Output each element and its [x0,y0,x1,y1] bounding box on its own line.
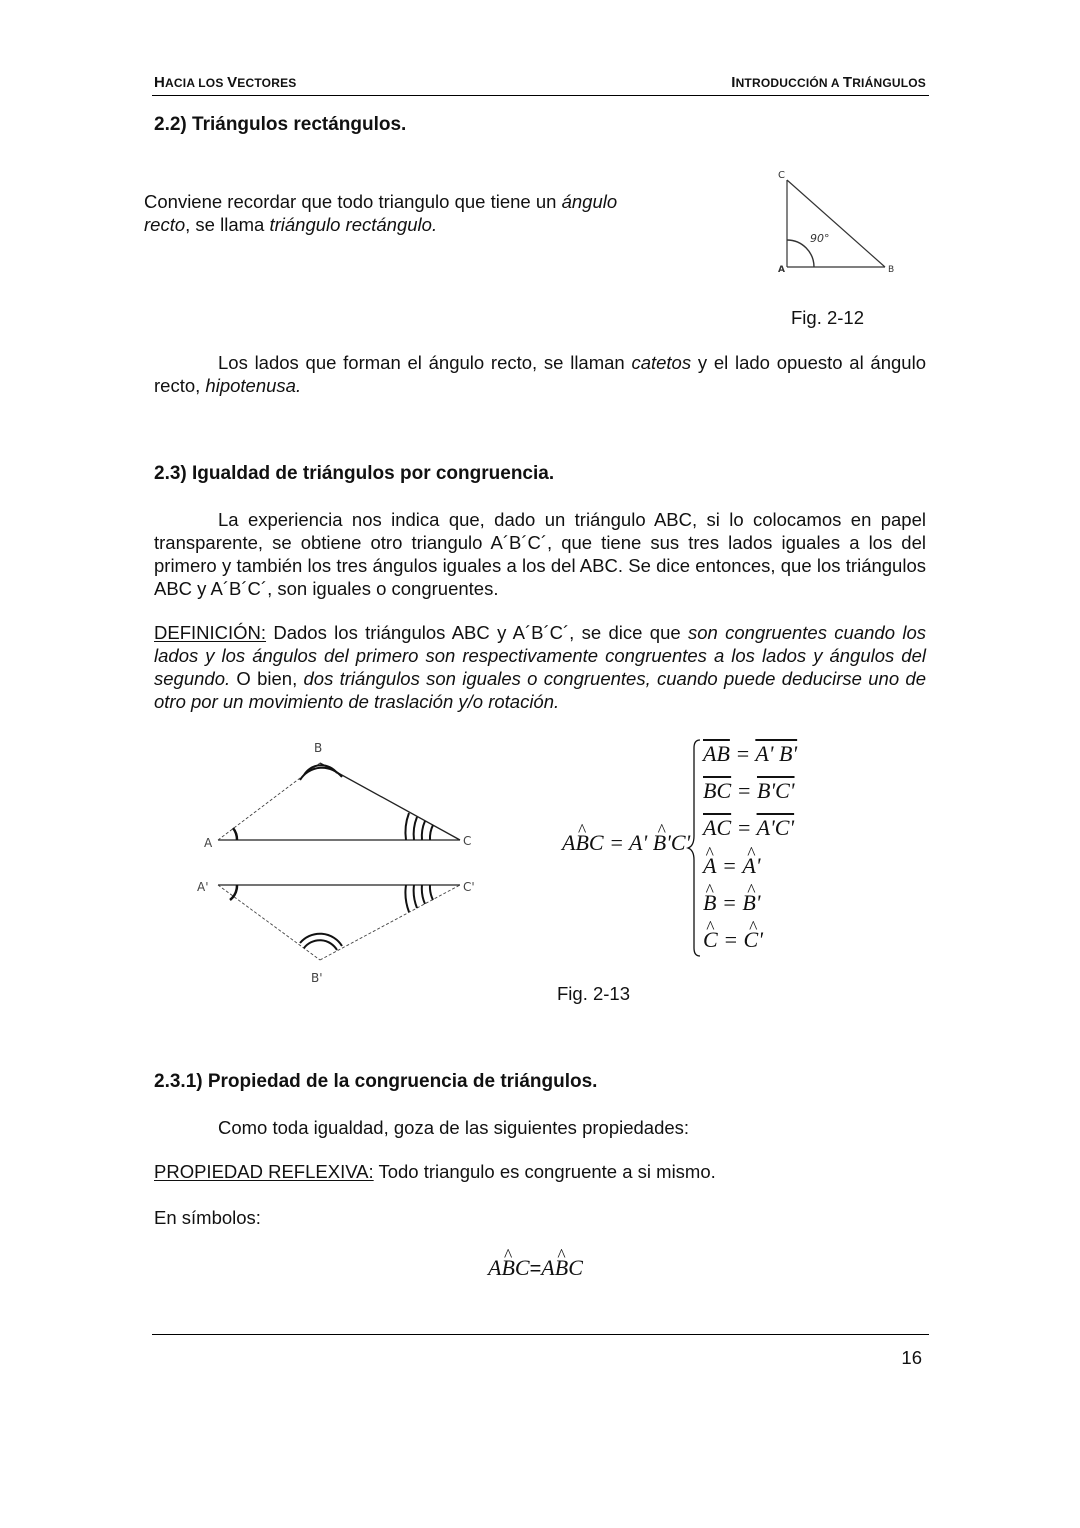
page-number: 16 [901,1347,922,1368]
congruence-lhs: A^ BC = A' ^ B'C' [562,830,690,856]
definition-paragraph: DEFINICIÓN: Dados los triángulos ABC y A´B´C´, se dice que son congruentes cuando los lados y los ángulos del primero son respectivamente congruentes a los lados y ángulos del segundo. O bien, dos triángulos son iguales o congruentes, cuando puede deducirse uno de otro por un movimiento de traslación y/o rotación. [154,622,926,712]
label-a: A [778,265,785,275]
fig-caption-2-12: Fig. 2-12 [791,307,865,328]
label-b-prime: B' [311,971,323,985]
reflexive-property: PROPIEDAD REFLEXIVA: Todo triangulo es congruente a si mismo. [154,1161,716,1182]
triangle-a2b2c2 [218,885,460,960]
eq-angle-c: ^ C = ^ C' [703,927,763,953]
hypotenuse-cb [787,180,885,267]
symbols-label: En símbolos: [154,1207,261,1228]
eq-bc: $\overline{BC} = B'C'$ [703,778,795,803]
label-c: C [778,170,785,181]
header-right: INTRODUCCIÓN A TRIÁNGULOS [731,74,926,91]
eq-ac: $\overline{AC} = A'C'$ [703,815,795,840]
right-triangle-definition: Conviene recordar que todo triangulo que tiene un ángulo recto, se llama triángulo rectángulo. [144,191,618,235]
section-title-2-3-1: 2.3.1) Propiedad de la congruencia de triángulos. [154,1071,598,1092]
eq-angle-a: ^ A = ^ A' [703,853,760,879]
fig-caption-2-13: Fig. 2-13 [557,983,631,1004]
label-c: C [463,834,472,848]
curly-brace [686,738,702,958]
header-rule [152,95,929,96]
footer-rule [152,1334,929,1335]
eq-ab: $\overline{AB} = A'$ B' [703,741,798,766]
angle-label-90: 90° [810,232,830,245]
label-b: B [314,741,323,755]
section-title-2-3: 2.3) Igualdad de triángulos por congruencia. [154,463,555,484]
label-c-prime: C' [463,880,475,894]
label-a-prime: A' [197,880,209,894]
triangle-abc [218,763,460,840]
congruent-triangles-figure [190,735,490,990]
reflexive-formula: A^ BC=A^ BC [488,1255,583,1281]
right-triangle-figure [770,160,910,280]
properties-intro: Como toda igualdad, goza de las siguientes propiedades: [218,1117,690,1138]
header-left: HACIA LOS VECTORES [154,74,297,91]
label-a: A [204,836,213,850]
experience-paragraph: La experiencia nos indica que, dado un triángulo ABC, si lo colocamos en papel transparente, se obtiene otro triangulo A´B´C´, que tiene sus tres lados iguales a los del primero y también los tres ángulos iguales a los del ABC. Se dice entonces, que los triángulos ABC y A´B´C´, son iguales o congruentes. [154,509,926,599]
eq-angle-b: ^ B = ^ B' [703,890,760,916]
label-b: B [888,265,895,275]
catetos-paragraph: Los lados que forman el ángulo recto, se llaman catetos y el lado opuesto al ángulo recto, hipotenusa. [154,352,926,396]
section-title-2-2: 2.2) Triángulos rectángulos. [154,114,407,135]
